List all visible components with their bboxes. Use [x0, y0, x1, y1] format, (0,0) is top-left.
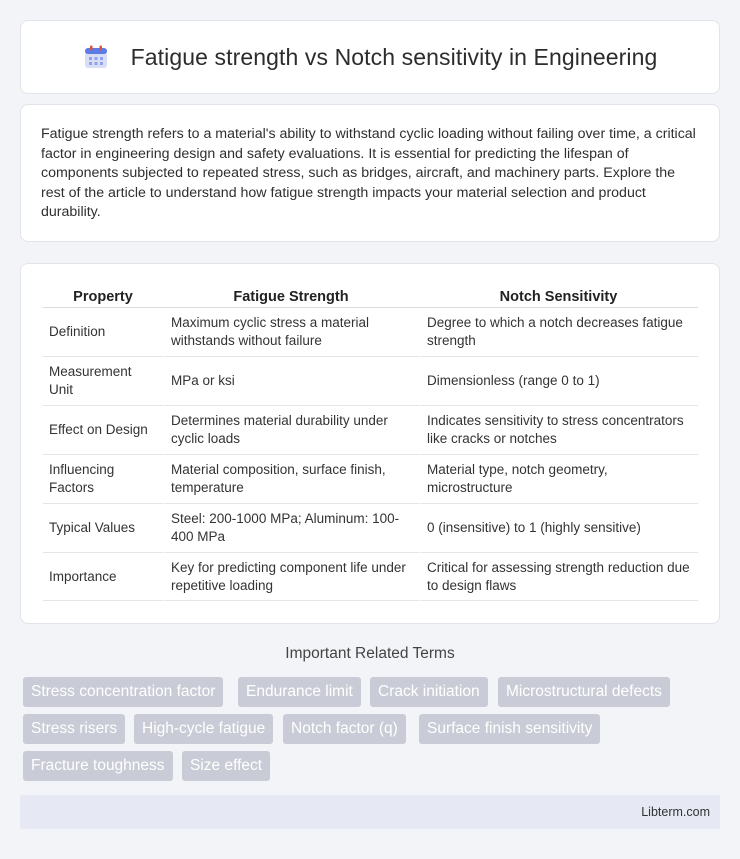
row-property: Influencing Factors — [43, 455, 163, 504]
row-fatigue: Steel: 200-1000 MPa; Aluminum: 100-400 MPa — [163, 504, 419, 553]
related-terms-title: Important Related Terms — [285, 645, 455, 662]
table-row — [43, 504, 698, 553]
row-fatigue: Material composition, surface finish, temperature — [163, 455, 419, 504]
term-tag[interactable]: Surface finish sensitivity — [419, 714, 600, 744]
row-fatigue: Key for predicting component life under repetitive loading — [163, 553, 419, 601]
comparison-card — [20, 263, 720, 624]
row-property: Measurement Unit — [43, 357, 163, 406]
row-fatigue: MPa or ksi — [163, 357, 419, 406]
term-tag[interactable]: Stress concentration factor — [23, 677, 223, 707]
table-row — [43, 406, 698, 455]
header-property: Property — [43, 284, 163, 308]
row-notch: Material type, notch geometry, microstructure — [419, 455, 698, 504]
table-row — [43, 455, 698, 504]
page-header — [20, 20, 720, 94]
page-title: Fatigue strength vs Notch sensitivity in Engineering — [130, 43, 658, 70]
table-row — [43, 553, 698, 601]
header-fatigue-strength: Fatigue Strength — [163, 284, 419, 308]
header-notch-sensitivity: Notch Sensitivity — [419, 284, 698, 308]
table-header-row — [43, 284, 698, 308]
intro-card — [20, 104, 720, 242]
term-tag[interactable]: Microstructural defects — [498, 677, 670, 707]
row-notch: Dimensionless (range 0 to 1) — [419, 357, 698, 406]
row-property: Typical Values — [43, 504, 163, 553]
row-property: Importance — [43, 553, 163, 601]
term-tag[interactable]: Stress risers — [23, 714, 125, 744]
comparison-table — [43, 284, 698, 601]
row-notch: Degree to which a notch decreases fatigue strength — [419, 308, 698, 357]
row-notch: 0 (insensitive) to 1 (highly sensitive) — [419, 504, 698, 553]
footer — [20, 795, 720, 829]
row-property: Definition — [43, 308, 163, 357]
row-fatigue: Determines material durability under cyclic loads — [163, 406, 419, 455]
row-notch: Indicates sensitivity to stress concentrators like cracks or notches — [419, 406, 698, 455]
term-tag[interactable]: Notch factor (q) — [283, 714, 406, 744]
table-row — [43, 308, 698, 357]
footer-brand[interactable]: Libterm.com — [641, 805, 710, 819]
term-tag[interactable]: Size effect — [182, 751, 270, 781]
row-fatigue: Maximum cyclic stress a material withstands without failure — [163, 308, 419, 357]
calendar-icon — [83, 44, 109, 70]
term-tag[interactable]: Crack initiation — [370, 677, 488, 707]
term-tag[interactable]: Endurance limit — [238, 677, 361, 707]
row-property: Effect on Design — [43, 406, 163, 455]
term-tag[interactable]: Fracture toughness — [23, 751, 173, 781]
table-row — [43, 357, 698, 406]
term-tag[interactable]: High-cycle fatigue — [134, 714, 273, 744]
intro-text: Fatigue strength refers to a material's ability to withstand cyclic loading without failing over time, a critical factor in engineering design and safety evaluations. It is essential for predicting the lifespan of components subjected to repeated stress, such as bridges, aircraft, and machinery parts. Explore the rest of the article to understand how fatigue strength impacts your material selection and product durability. — [41, 126, 696, 220]
row-notch: Critical for assessing strength reduction due to design flaws — [419, 553, 698, 601]
